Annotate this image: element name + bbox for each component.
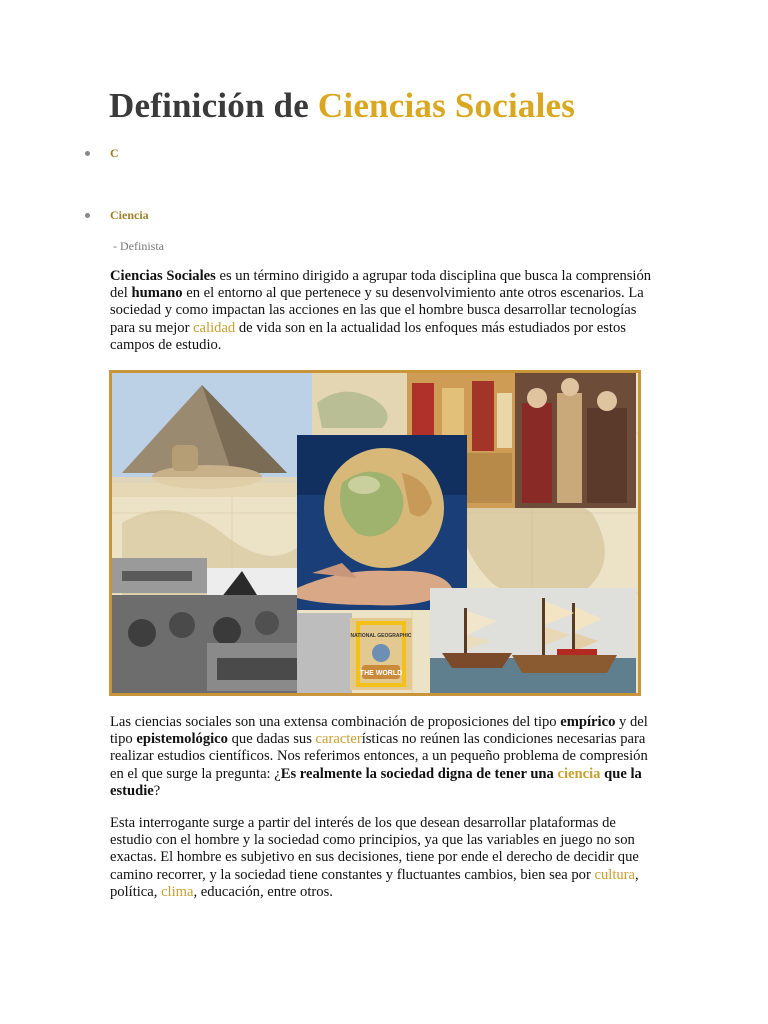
bold-question-part: que la estudie xyxy=(110,765,642,799)
link-caracter[interactable]: caracter xyxy=(315,731,362,748)
link-calidad[interactable]: calidad xyxy=(193,319,236,336)
text-segment: en el entorno al que pertenece y su desenvolvimiento ante otros escenarios. La sociedad y como impactan las acciones en las que el hombre busca desarrollar tecnologías para su mejor xyxy=(110,285,644,336)
bold-question-part: Es realmente la sociedad digna de tener una xyxy=(280,765,558,782)
paragraph-explanation xyxy=(110,815,660,901)
text-segment: ? xyxy=(153,782,161,799)
text-segment: es un término dirigido a agrupar toda disciplina que busca la comprensión del xyxy=(110,268,652,302)
paragraph-definition xyxy=(110,714,660,800)
link-ciencia[interactable]: ciencia xyxy=(557,765,601,782)
bullet-dot-icon xyxy=(85,213,90,218)
text-segment: , política, xyxy=(110,866,639,900)
bold-term: Ciencias Sociales xyxy=(110,268,216,284)
bullet-dot-icon xyxy=(85,151,90,156)
text-segment: , educación, entre otros. xyxy=(193,883,333,900)
bullet-label[interactable]: C xyxy=(110,146,119,160)
badge-bottom-text: THE WORLD xyxy=(359,670,403,677)
badge-top-text: NATIONAL GEOGRAPHIC xyxy=(350,633,412,639)
text-segment: Esta interrogante surge a partir del interés de los que desean desarrollar plataformas de estudio con el hombre y la sociedad como principios, ya que las variables en juego no son exactas. El hombre es subjetivo en sus decisiones, tiene por ende el derecho de decidir que camino recorrer, y la sociedad tiene constantes y fluctuantes cambios, bien sea por xyxy=(110,815,639,883)
paragraph-intro xyxy=(110,268,660,354)
collage-image xyxy=(109,370,641,696)
text-segment: y del tipo xyxy=(110,714,648,748)
attribution: - Definista xyxy=(113,239,164,253)
page-title xyxy=(109,86,575,126)
bullet-label[interactable]: Ciencia xyxy=(110,208,149,222)
bold-term: empírico xyxy=(560,714,616,730)
text-segment: que dadas sus xyxy=(227,731,316,748)
collage-illustration xyxy=(112,373,638,693)
title-accent: Ciencias Sociales xyxy=(317,86,576,125)
bold-term: humano xyxy=(131,285,183,302)
text-segment: Las ciencias sociales son una extensa combinación de proposiciones del tipo xyxy=(110,714,561,730)
link-cultura[interactable]: cultura xyxy=(594,866,636,883)
text-segment: ísticas no reúnen las condiciones necesarias para realizar estudios científicos. Nos referimos entonces, a un pequeño problema de compresión en el que surge la pregunta: ¿ xyxy=(110,731,648,782)
bold-term: epistemológico xyxy=(136,731,228,748)
text-segment: de vida son en la actualidad los enfoques más estudiados por estos campos de estudio. xyxy=(110,319,626,353)
title-prefix: Definición de xyxy=(109,86,309,125)
link-clima[interactable]: clima xyxy=(161,883,194,900)
